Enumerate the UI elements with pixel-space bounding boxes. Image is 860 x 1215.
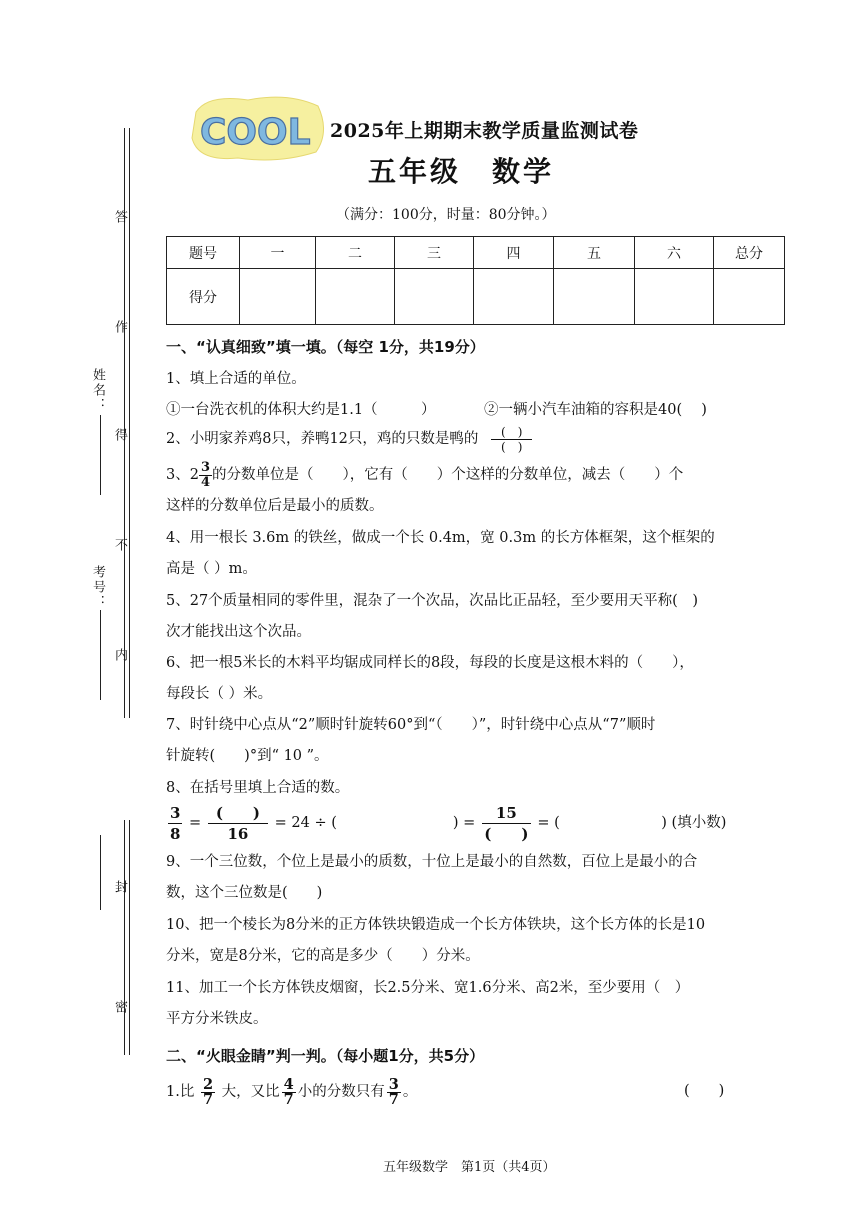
question-1a: ①一台洗衣机的体积大约是1.1（ ） [166,402,436,418]
fraction-denominator: ( ) [484,824,529,843]
equation-middle: = 24 ÷ ( ) = [274,815,476,831]
seal-word-5: 内 [112,648,127,663]
question-5-line-1: 5、27个质量相同的零件里，混杂了一个次品，次品比正品轻，至少要用天平称( ) [166,593,698,609]
question-3-text: 的分数单位是（ ），它有（ ）个这样的分数单位，减去（ ）个 [212,467,684,483]
fraction-denominator: 8 [170,824,181,843]
question-3-prefix: 3、2 [166,467,199,483]
seal-word-4: 不 [112,538,127,553]
question-10-line-2: 分米，宽是8分米，它的高是多少（ ）分米。 [166,948,480,964]
equation-end: = ( ) (填小数) [537,815,727,831]
fraction-denominator: 7 [283,1090,294,1108]
judge-q1-mid-2: 小的分数只有 [297,1084,385,1100]
margin-line-outer-lower [124,820,125,1055]
seal-word-2: 作 [112,320,127,335]
page-footer: 五年级数学 第1页（共4页） [383,1160,556,1175]
logo-text: COOL [200,112,311,153]
question-1b: ②一辆小汽车油箱的容积是40( ) [484,402,707,418]
question-11-line-1: 11、加工一个长方体铁皮烟窗，长2.5分米、宽1.6分米、高2米，至少要用（ ） [166,980,690,996]
fraction-numerator: 2 [202,1075,214,1093]
score-cell[interactable] [474,269,554,325]
judge-question-1 [166,1074,417,1110]
fraction-numerator: ( ) [491,425,532,440]
fraction-numerator: 15 [482,803,531,824]
fraction-15-blank [482,803,531,844]
exam-subtitle: 五年级 数学 [368,155,555,188]
judge-q1-answer-paren[interactable]: ( ) [684,1083,725,1099]
table-cell: 五 [554,237,635,269]
class-blank-line [100,835,101,910]
fraction-denominator: 7 [202,1090,214,1108]
margin-line-inner [129,128,130,718]
equals-sign: = [189,815,202,831]
fraction-blank-16 [208,803,268,844]
table-cell: 六 [635,237,714,269]
name-blank-line [100,415,101,495]
fraction-numerator: ( ) [208,803,268,824]
fraction-denominator: 7 [388,1090,399,1108]
exam-title: 2025年上期期末教学质量监测试卷 [330,120,639,142]
judge-q1-prefix: 1.比 [166,1084,195,1100]
section-1-heading: 一、“认真细致”填一填。（每空 1分，共19分） [166,338,485,356]
fraction-numerator: 4 [283,1075,294,1093]
question-10-line-1: 10、把一个棱长为8分米的正方体铁块锻造成一个长方体铁块，这个长方体的长是10 [166,917,706,933]
question-1: 1、填上合适的单位。 [166,371,306,387]
cool-logo [188,92,330,164]
seal-word-3: 得 [112,428,127,443]
score-cell[interactable] [316,269,395,325]
question-9-line-2: 数，这个三位数是( ) [166,885,323,901]
question-6-line-1: 6、把一根5米长的木料平均锯成同样长的8段，每段的长度是这根木料的（ ）， [166,655,694,671]
table-cell: 四 [474,237,554,269]
fraction-denominator: 4 [200,474,210,490]
score-cell[interactable] [554,269,635,325]
question-2-text: 2、小明家养鸡8只，养鸭12只，鸡的只数是鸭的 [166,431,479,447]
section-2-heading: 二、“火眼金睛”判一判。（每小题1分，共5分） [166,1047,485,1065]
question-3-line-2: 这样的分数单位后是最小的质数。 [166,498,384,514]
question-7-line-1: 7、时针绕中心点从“2”顺时针旋转60°到“（ ）”，时针绕中心点从“7”顺时 [166,717,656,733]
question-2 [166,424,534,455]
question-4-line-1: 4、用一根长 3.6m 的铁丝，做成一个长 0.4m，宽 0.3m 的长方体框架，这个框架的 [166,530,715,546]
seal-word-6: 封 [112,880,127,895]
fraction-numerator: 3 [388,1075,399,1093]
fraction-2-7 [201,1075,215,1108]
question-6-line-2: 每段长（ ）米。 [166,686,273,702]
fraction-denominator: 16 [227,824,249,843]
table-cell: 题号 [167,237,240,269]
score-cell[interactable] [395,269,474,325]
question-5-line-2: 次才能找出这个次品。 [166,624,311,640]
name-label: 姓名： [90,368,105,413]
table-cell: 二 [316,237,395,269]
question-2-fraction [491,425,532,454]
table-cell: 一 [240,237,316,269]
score-cell[interactable] [714,269,785,325]
question-4-line-2: 高是（ ）m。 [166,561,257,577]
fraction-denominator: ( ) [501,439,523,454]
score-cell[interactable] [635,269,714,325]
exam-number-blank-line [100,610,101,700]
question-9-line-1: 9、一个三位数，个位上是最小的质数，十位上是最小的自然数，百位上是最小的合 [166,854,698,870]
score-table [166,236,785,325]
exam-number-label: 考号： [90,565,105,610]
exam-note: （满分：100分，时量：80分钟。） [336,207,556,223]
fraction-4-7 [282,1075,296,1108]
question-8-equation [166,800,726,846]
fraction-numerator: 3 [170,803,181,822]
question-7-line-2: 针旋转( )°到“ 10 ”。 [166,748,329,764]
judge-q1-mid-1: 大，又比 [221,1084,280,1100]
question-3-fraction [199,461,212,490]
fraction-3-8 [168,803,182,844]
question-3 [166,460,683,491]
table-cell: 得分 [167,269,240,325]
judge-q1-end: 。 [402,1084,418,1100]
seal-word-7: 密 [112,1000,127,1015]
question-11-line-2: 平方分米铁皮。 [166,1011,268,1027]
question-8: 8、在括号里填上合适的数。 [166,780,350,796]
score-cell[interactable] [240,269,316,325]
margin-line-inner-lower [129,820,130,1055]
fraction-numerator: 3 [200,459,210,475]
fraction-3-7 [387,1075,401,1108]
table-cell: 总分 [714,237,785,269]
seal-word-1: 答 [112,210,127,225]
table-cell: 三 [395,237,474,269]
